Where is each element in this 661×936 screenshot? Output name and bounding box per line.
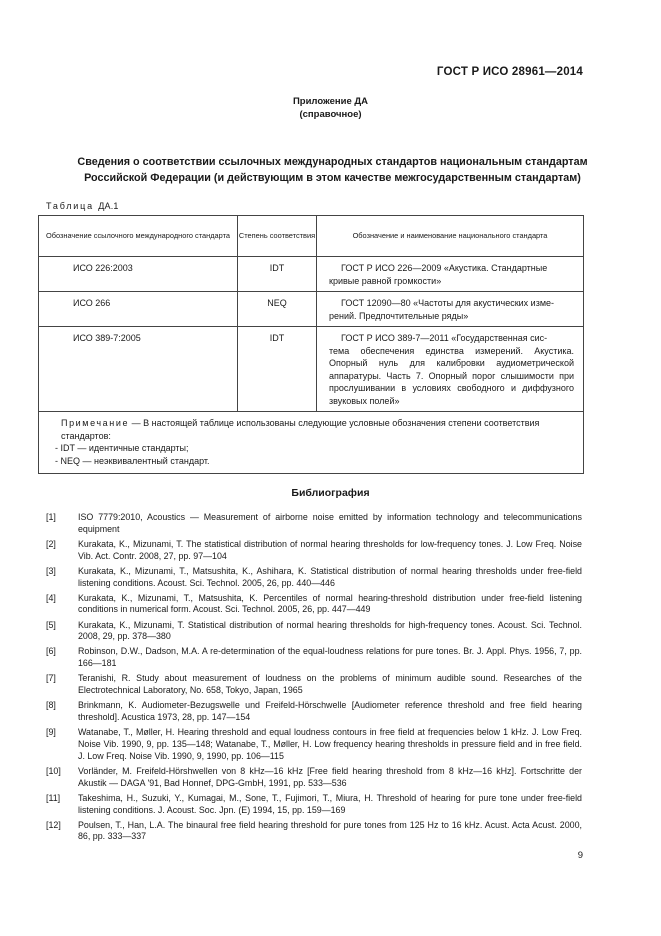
- ref-number: [10]: [46, 765, 61, 776]
- ref-number: [5]: [46, 619, 56, 630]
- bibliography-title: Библиография: [291, 487, 370, 499]
- list-item: [46, 646, 582, 670]
- cell-national-standard: [317, 327, 584, 412]
- document-code: ГОСТ Р ИСО 28961—2014: [436, 66, 583, 78]
- table-label-word: Таблица: [46, 201, 94, 211]
- ref-text: Brinkmann, K. Audiometer-Bezugswelle und Freifeld-Hörschwelle [Audiometer reference threshold and free field hearing threshold]. Acustica 1973, 28, pp. 147—154: [78, 700, 582, 723]
- note-text: [47, 417, 575, 442]
- cell-degree: NEQ: [238, 292, 317, 327]
- national-standard-first-line: ГОСТ Р ИСО 226—2009 «Акустика. Стандартные: [341, 263, 548, 273]
- cell-intl-standard: ИСО 226:2003: [39, 257, 238, 292]
- ref-number: [12]: [46, 819, 61, 830]
- annex-subtitle: (справочное): [299, 109, 362, 120]
- header-degree: Степень соответствия: [238, 216, 317, 257]
- table-header-row: [39, 216, 584, 257]
- ref-text: Vorländer, M. Freifeld-Hörshwellen von 8 kHz—16 kHz [Free field hearing threshold from 8 kHz—16 kHz]. Fortschritte der Akustik — DAGA '91, Bad Honnef, DPG-GmbH, 1991, pp. 533—536: [78, 765, 582, 788]
- ref-text: Poulsen, T., Han, L.A. The binaural free field hearing threshold for pure tones from 125 Hz to 16 kHz. Acust. Acta Acust. 2000, 86, pp. 333—337: [78, 819, 582, 842]
- national-standard-first-line: ГОСТ 12090—80 «Частоты для акустических изме-: [341, 298, 555, 308]
- ref-text: Kurakata, K., Mizunami, T., Matsushita, K., Ashihara, K. Statistical distribution of normal hearing thresholds under free-field listening conditions. Acoust. Sci. Technol. 2005, 26, pp. 440—446: [78, 565, 582, 588]
- header-national-standard: Обозначение и наименование национального стандарта: [317, 216, 584, 257]
- list-item: [46, 593, 582, 617]
- cell-national-standard: [317, 257, 584, 292]
- ref-number: [7]: [46, 673, 56, 684]
- ref-text: Watanabe, T., Møller, H. Hearing threshold and equal loudness contours in free field at frequencies below 1 kHz. J. Low Freq. Noise Vib. 1990, 9, pp. 135—148; Watanabe, T., Møller, H. Low frequency hearing thresholds in pressure field and in free field. J. Low Freq. Noise Vib. 1990, 9, 1990, pp. 106—115: [78, 727, 582, 761]
- national-standard-first-line: ГОСТ Р ИСО 389-7—2011 «Государственная сис-: [341, 333, 548, 343]
- ref-text: Takeshima, H., Suzuki, Y., Kumagai, M., Sone, T., Fujimori, T., Miura, H. Threshold of hearing for pure tone under free-field listening conditions. J. Acoust. Soc. Jpn. (E) 1994, 15, pp. 159—169: [78, 792, 582, 815]
- page-number: 9: [577, 850, 583, 861]
- ref-text: Kurakata, K., Mizunami, T. Statistical distribution of normal hearing thresholds for high-frequency tones. Acoust. Sci. Technol. 2008, 29, pp. 378—380: [78, 619, 582, 642]
- note-body: — В настоящей таблице использованы следующие условные обозначения степени соответствия стандартов:: [61, 418, 540, 441]
- list-item: [46, 512, 582, 536]
- table-row: [39, 257, 584, 292]
- list-item: [46, 620, 582, 644]
- ref-number: [11]: [46, 792, 61, 803]
- annex-title: Приложение ДА: [292, 96, 369, 107]
- list-item: [46, 793, 582, 817]
- national-standard-rest: рений. Предпочтительные ряды»: [329, 310, 469, 321]
- table-note-row: [39, 412, 584, 474]
- table-row: [39, 327, 584, 412]
- table-note: [39, 412, 584, 474]
- note-item-idt: - IDT — идентичные стандарты;: [55, 443, 189, 453]
- bibliography-list: [46, 512, 582, 846]
- ref-text: Robinson, D.W., Dadson, M.A. A re-determination of the equal-loudness relations for pure tones. Br. J. Appl. Phys. 1956, 7, pp. 166—181: [78, 646, 582, 669]
- ref-number: [8]: [46, 700, 56, 711]
- ref-text: Kurakata, K., Mizunami, T., Matsushita, K. Percentiles of normal hearing-threshold distribution under free-field listening conditions in numerical form. Acoust. Sci. Technol. 2005, 26, pp. 447—449: [78, 592, 582, 615]
- ref-number: [1]: [46, 512, 56, 522]
- main-title-line-2: Российской Федерации (и действующим в этом качестве межгосударственным стандартам): [84, 172, 581, 184]
- note-item-neq: - NEQ — неэквивалентный стандарт.: [55, 455, 210, 466]
- ref-text: Kurakata, K., Mizunami, T. The statistical distribution of normal hearing thresholds for low-frequency tones. J. Low Freq. Noise Vib. Act. Contr. 2008, 27, pp. 97—104: [78, 538, 582, 561]
- correspondence-table: [38, 215, 584, 474]
- national-standard-rest: тема обеспечения единства измерений. Акустика. Опорный нуль для калибровки аудиометрической аппаратуры. Часть 7. Опорный порог слышимости при прослушивании в условиях свободного и диффузного звуковых полей»: [329, 345, 574, 406]
- ref-text: Teranishi, R. Study about measurement of loudness on the problems of minimum audible sound. Researches of the Electrotechnical Laboratory, No. 658, Tokyo, Japan, 1965: [78, 673, 582, 696]
- list-item: [46, 673, 582, 697]
- cell-national-standard: [317, 292, 584, 327]
- cell-degree: IDT: [238, 257, 317, 292]
- main-title-line-1: Сведения о соответствии ссылочных международных стандартов национальным стандартам: [77, 156, 588, 168]
- table-row: [39, 292, 584, 327]
- cell-intl-standard: ИСО 389-7:2005: [39, 327, 238, 412]
- list-item: [46, 820, 582, 844]
- list-item: [46, 566, 582, 590]
- header-intl-standard: Обозначение ссылочного международного стандарта: [39, 216, 238, 257]
- ref-text: ISO 7779:2010, Acoustics — Measurement of airborne noise emitted by information technology and telecommunications equipment: [78, 512, 582, 534]
- annex-heading: [0, 95, 661, 121]
- list-item: [46, 766, 582, 790]
- national-standard-rest: кривые равной громкости»: [329, 275, 442, 286]
- ref-number: [4]: [46, 592, 56, 603]
- ref-number: [2]: [46, 538, 56, 549]
- note-head: Примечание: [61, 418, 130, 428]
- ref-number: [6]: [46, 646, 56, 657]
- main-title: [40, 154, 625, 186]
- cell-degree: IDT: [238, 327, 317, 412]
- ref-number: [9]: [46, 727, 56, 738]
- table-label: [46, 201, 119, 211]
- list-item: [46, 727, 582, 762]
- table-label-number: ДА.1: [98, 201, 119, 211]
- list-item: [46, 700, 582, 724]
- list-item: [46, 539, 582, 563]
- ref-number: [3]: [46, 565, 56, 576]
- cell-intl-standard: ИСО 266: [39, 292, 238, 327]
